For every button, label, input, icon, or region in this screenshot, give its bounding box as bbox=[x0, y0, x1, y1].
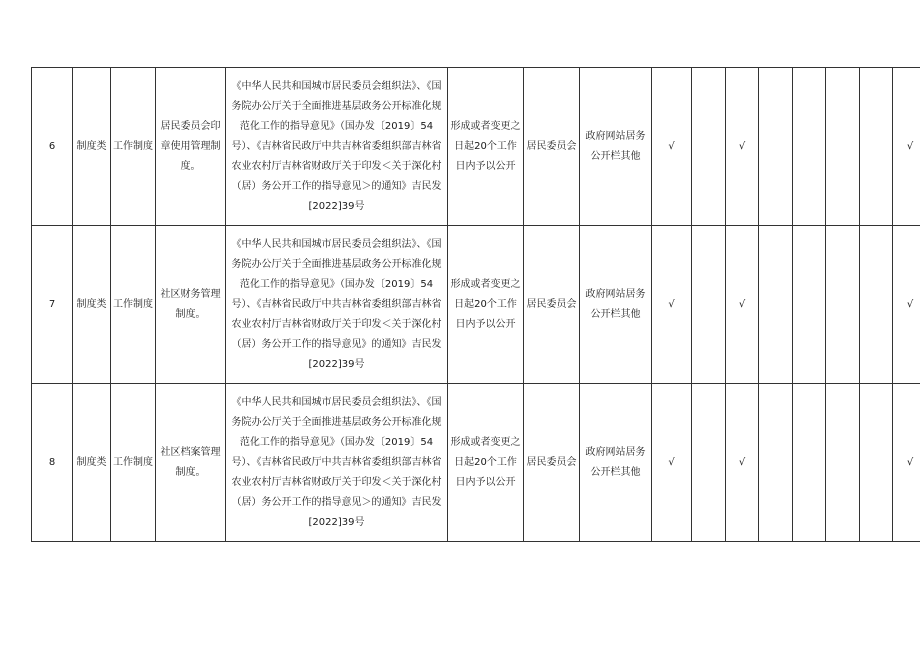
empty-cell bbox=[692, 384, 726, 542]
check-mark: √ bbox=[726, 384, 759, 542]
empty-cell bbox=[860, 384, 893, 542]
item-cell: 社区档案管理制度。 bbox=[156, 384, 226, 542]
empty-cell bbox=[793, 68, 826, 226]
row-number: 6 bbox=[32, 68, 73, 226]
check-mark: √ bbox=[652, 226, 692, 384]
disclosure-table bbox=[31, 67, 920, 542]
item-cell: 社区财务管理制度。 bbox=[156, 226, 226, 384]
type-cell: 工作制度 bbox=[111, 226, 156, 384]
category-cell: 制度类 bbox=[73, 68, 111, 226]
empty-cell bbox=[759, 68, 793, 226]
channel-cell: 政府网站居务公开栏其他 bbox=[580, 226, 652, 384]
empty-cell bbox=[826, 68, 860, 226]
channel-cell: 政府网站居务公开栏其他 bbox=[580, 384, 652, 542]
row-number: 7 bbox=[32, 226, 73, 384]
empty-cell bbox=[860, 226, 893, 384]
category-cell: 制度类 bbox=[73, 226, 111, 384]
empty-cell bbox=[692, 68, 726, 226]
time-cell: 形成或者变更之日起20个工作日内予以公开 bbox=[448, 68, 524, 226]
table-row bbox=[32, 384, 920, 542]
empty-cell bbox=[826, 226, 860, 384]
basis-cell: 《中华人民共和国城市居民委员会组织法》、《国务院办公厅关于全面推进基层政务公开标准化规范化工作的指导意见》（国办发〔2019〕54号）、《吉林省民政厅中共吉林省委组织部吉林省农业农村厅吉林省财政厅关于印发＜关于深化村（居）务公开工作的指导意见＞的通知》吉民发[2022]39号 bbox=[226, 384, 448, 542]
check-mark: √ bbox=[726, 68, 759, 226]
empty-cell bbox=[793, 226, 826, 384]
basis-cell: 《中华人民共和国城市居民委员会组织法》、《国务院办公厅关于全面推进基层政务公开标准化规范化工作的指导意见》（国办发〔2019〕54号）、《吉林省民政厅中共吉林省委组织部吉林省农业农村厅吉林省财政厅关于印发＜关于深化村（居）务公开工作的指导意见＞的通知》吉民发[2022]39号 bbox=[226, 68, 448, 226]
row-number: 8 bbox=[32, 384, 73, 542]
empty-cell bbox=[826, 384, 860, 542]
channel-cell: 政府网站居务公开栏其他 bbox=[580, 68, 652, 226]
empty-cell bbox=[759, 226, 793, 384]
check-mark: √ bbox=[893, 226, 920, 384]
subject-cell: 居民委员会 bbox=[524, 384, 580, 542]
subject-cell: 居民委员会 bbox=[524, 226, 580, 384]
table-row bbox=[32, 68, 920, 226]
empty-cell bbox=[692, 226, 726, 384]
empty-cell bbox=[793, 384, 826, 542]
check-mark: √ bbox=[893, 68, 920, 226]
check-mark: √ bbox=[893, 384, 920, 542]
empty-cell bbox=[759, 384, 793, 542]
check-mark: √ bbox=[652, 384, 692, 542]
category-cell: 制度类 bbox=[73, 384, 111, 542]
table-row bbox=[32, 226, 920, 384]
check-mark: √ bbox=[726, 226, 759, 384]
check-mark: √ bbox=[652, 68, 692, 226]
basis-cell: 《中华人民共和国城市居民委员会组织法》、《国务院办公厅关于全面推进基层政务公开标准化规范化工作的指导意见》（国办发〔2019〕54号）、《吉林省民政厅中共吉林省委组织部吉林省农业农村厅吉林省财政厅关于印发＜关于深化村（居）务公开工作的指导意见》的通知》吉民发[2022]39号 bbox=[226, 226, 448, 384]
item-cell: 居民委员会印章使用管理制度。 bbox=[156, 68, 226, 226]
subject-cell: 居民委员会 bbox=[524, 68, 580, 226]
time-cell: 形成或者变更之日起20个工作日内予以公开 bbox=[448, 384, 524, 542]
empty-cell bbox=[860, 68, 893, 226]
type-cell: 工作制度 bbox=[111, 68, 156, 226]
type-cell: 工作制度 bbox=[111, 384, 156, 542]
time-cell: 形成或者变更之日起20个工作日内予以公开 bbox=[448, 226, 524, 384]
